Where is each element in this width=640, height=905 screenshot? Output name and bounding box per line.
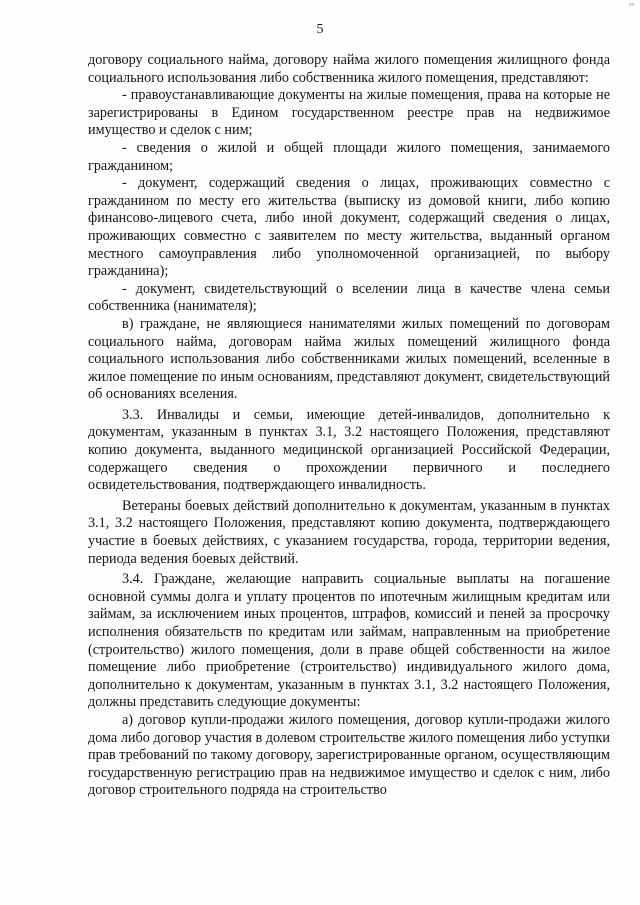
document-body [88,52,610,800]
list-item-settlement-document: - документ, свидетельствующий о вселении лица в качестве члена семьи собственника (нанимателя); [88,280,610,315]
paragraph-continuation: договору социального найма, договору найма жилого помещения жилищного фонда социального использования либо собственника жилого помещения, представляют: [88,52,610,86]
list-item-residents-info: - документ, содержащий сведения о лицах, проживающих совместно с гражданином по месту его жительства (выписку из домовой книги, либо копию финансово-лицевого счета, либо иной документ, содержащий сведения о лицах, проживающих совместно с заявителем по месту жительства, выданный органом местного самоуправления либо уполномоченной организацией, по выбору гражданина); [88,175,610,280]
paragraph-item-v: в) граждане, не являющиеся нанимателями жилых помещений по договорам социального найма, договорам найма жилых помещений жилищного фонда социального использования либо собственниками жилых помещений, вселенные в жилое помещение по иным основаниям, представляют документ, свидетельствующий об основаниях вселения. [88,315,610,403]
list-item-area-info: - сведения о жилой и общей площади жилого помещения, занимаемого гражданином; [88,139,610,174]
paragraph-veterans: Ветераны боевых действий дополнительно к документам, указанным в пунктах 3.1, 3.2 настоящего Положения, представляют копию документа, подтверждающего участие в боевых действиях, с указанием государства, города, территории ведения, периода ведения боевых действий. [88,497,610,567]
corner-mark: ᵃᵃ [629,0,634,10]
paragraph-3-3: 3.3. Инвалиды и семьи, имеющие детей-инвалидов, дополнительно к документам, указанным в пунктах 3.1, 3.2 настоящего Положения, представляют копию документа, выданного медицинской организацией Российской Федерации, содержащего сведения о прохождении первичного и последнего освидетельствования, подтверждающего инвалидность. [88,406,610,494]
list-item-title-documents: - правоустанавливающие документы на жилые помещения, права на которые не зарегистрированы в Едином государственном реестре прав на недвижимое имущество и сделок с ним; [88,87,610,139]
paragraph-3-4: 3.4. Граждане, желающие направить социальные выплаты на погашение основной суммы долга и уплату процентов по ипотечным жилищным кредитам или займам, за исключением иных процентов, штрафов, комиссий и пеней за просрочку исполнения обязательств по кредитам или займам, направленным на приобретение (строительство) жилого помещения, доли в праве общей собственности на жилое помещение либо приобретение (строительство) индивидуального жилого дома, дополнительно к документам, указанным в пунктах 3.1, 3.2 настоящего Положения, должны представить следующие документы: [88,571,610,711]
paragraph-item-a: а) договор купли-продажи жилого помещения, договор купли-продажи жилого дома либо договор участия в долевом строительстве жилого помещения либо уступки прав требований по такому договору, зарегистрированные органом, осуществляющим государственную регистрацию прав на недвижимое имущество и сделок с ним, либо договор строительного подряда на строительство [88,711,610,799]
page-number: 5 [316,22,324,37]
